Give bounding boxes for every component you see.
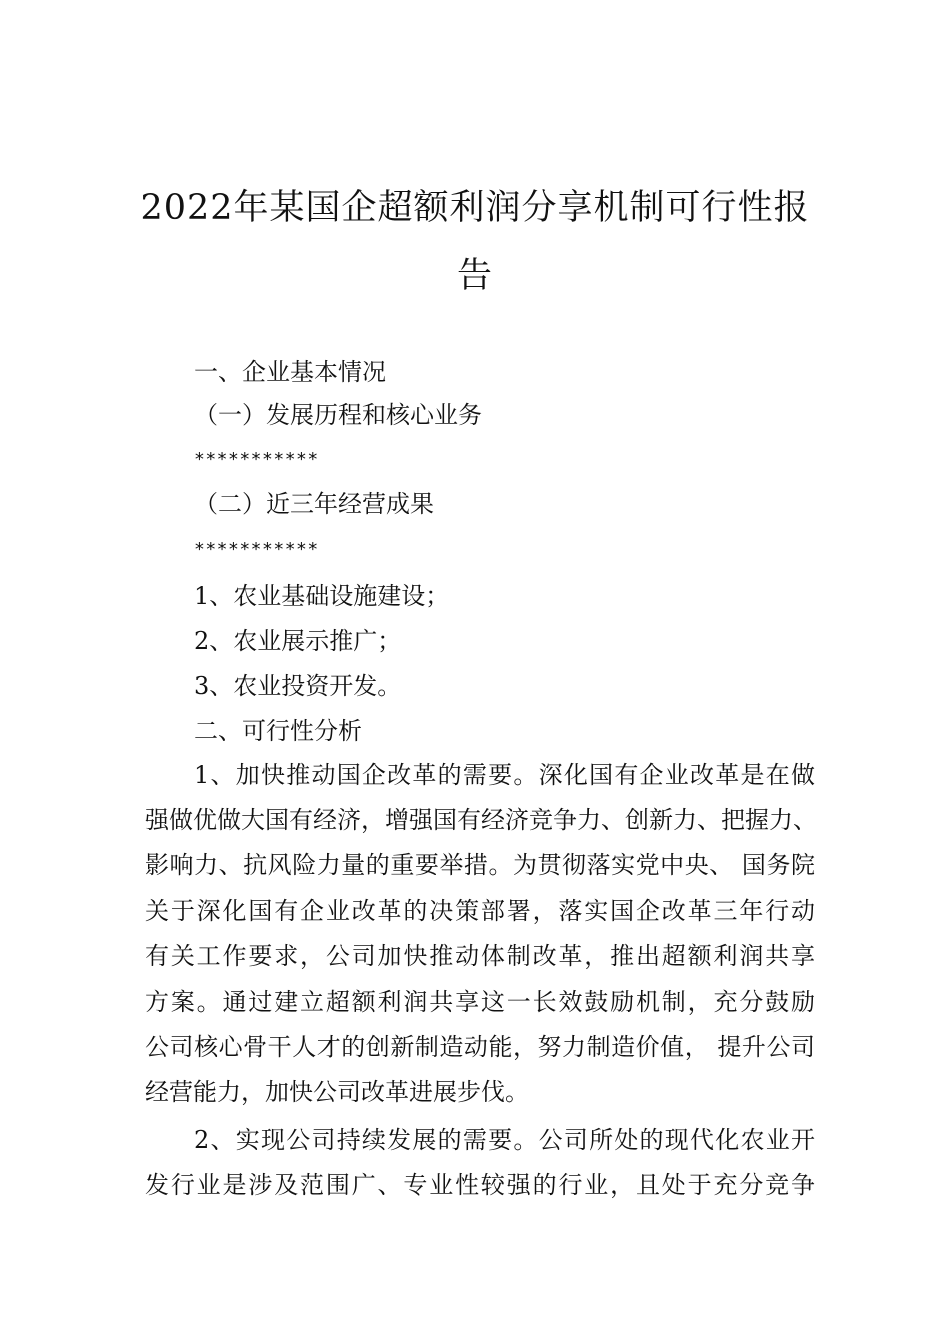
paragraph-line: 经营能力，加快公司改革进展步伐。 — [145, 1078, 529, 1106]
subsection2-heading: （二）近三年经营成果 — [194, 490, 434, 518]
paragraph-line: 关于深化国有企业改革的决策部署，落实国企改革三年行动 — [145, 897, 815, 925]
subsection1-heading: （一）发展历程和核心业务 — [194, 401, 482, 429]
document-title-line1: 2022年某国企超额利润分享机制可行性报 — [140, 188, 810, 228]
paragraph-line: 发行业是涉及范围广、专业性较强的行业，且处于充分竞争 — [145, 1171, 815, 1199]
section1-heading: 一、企业基本情况 — [194, 358, 386, 386]
subsection2-placeholder: *********** — [194, 539, 319, 560]
section2-heading: 二、可行性分析 — [194, 717, 362, 745]
subsection1-placeholder: *********** — [194, 449, 319, 470]
list-item: 1、农业基础设施建设； — [194, 582, 450, 610]
paragraph-line: 有关工作要求，公司加快推动体制改革，推出超额利润共享 — [145, 942, 815, 970]
paragraph-line: 1、加快推动国企改革的需要。深化国有企业改革是在做 — [194, 761, 815, 789]
paragraph-line: 公司核心骨干人才的创新制造动能，努力制造价值， 提升公司 — [145, 1033, 815, 1061]
paragraph-line: 2、实现公司持续发展的需要。公司所处的现代化农业开 — [194, 1126, 815, 1154]
paragraph-line: 强做优做大国有经济，增强国有经济竞争力、创新力、把握力、 — [145, 806, 817, 834]
list-item: 3、农业投资开发。 — [194, 672, 402, 700]
paragraph-line: 方案。通过建立超额利润共享这一长效鼓励机制，充分鼓励 — [145, 988, 815, 1016]
paragraph-line: 影响力、抗风险力量的重要举措。为贯彻落实党中央、 国务院 — [145, 851, 815, 879]
list-item: 2、农业展示推广； — [194, 627, 402, 655]
document-title-line2: 告 — [456, 256, 493, 296]
